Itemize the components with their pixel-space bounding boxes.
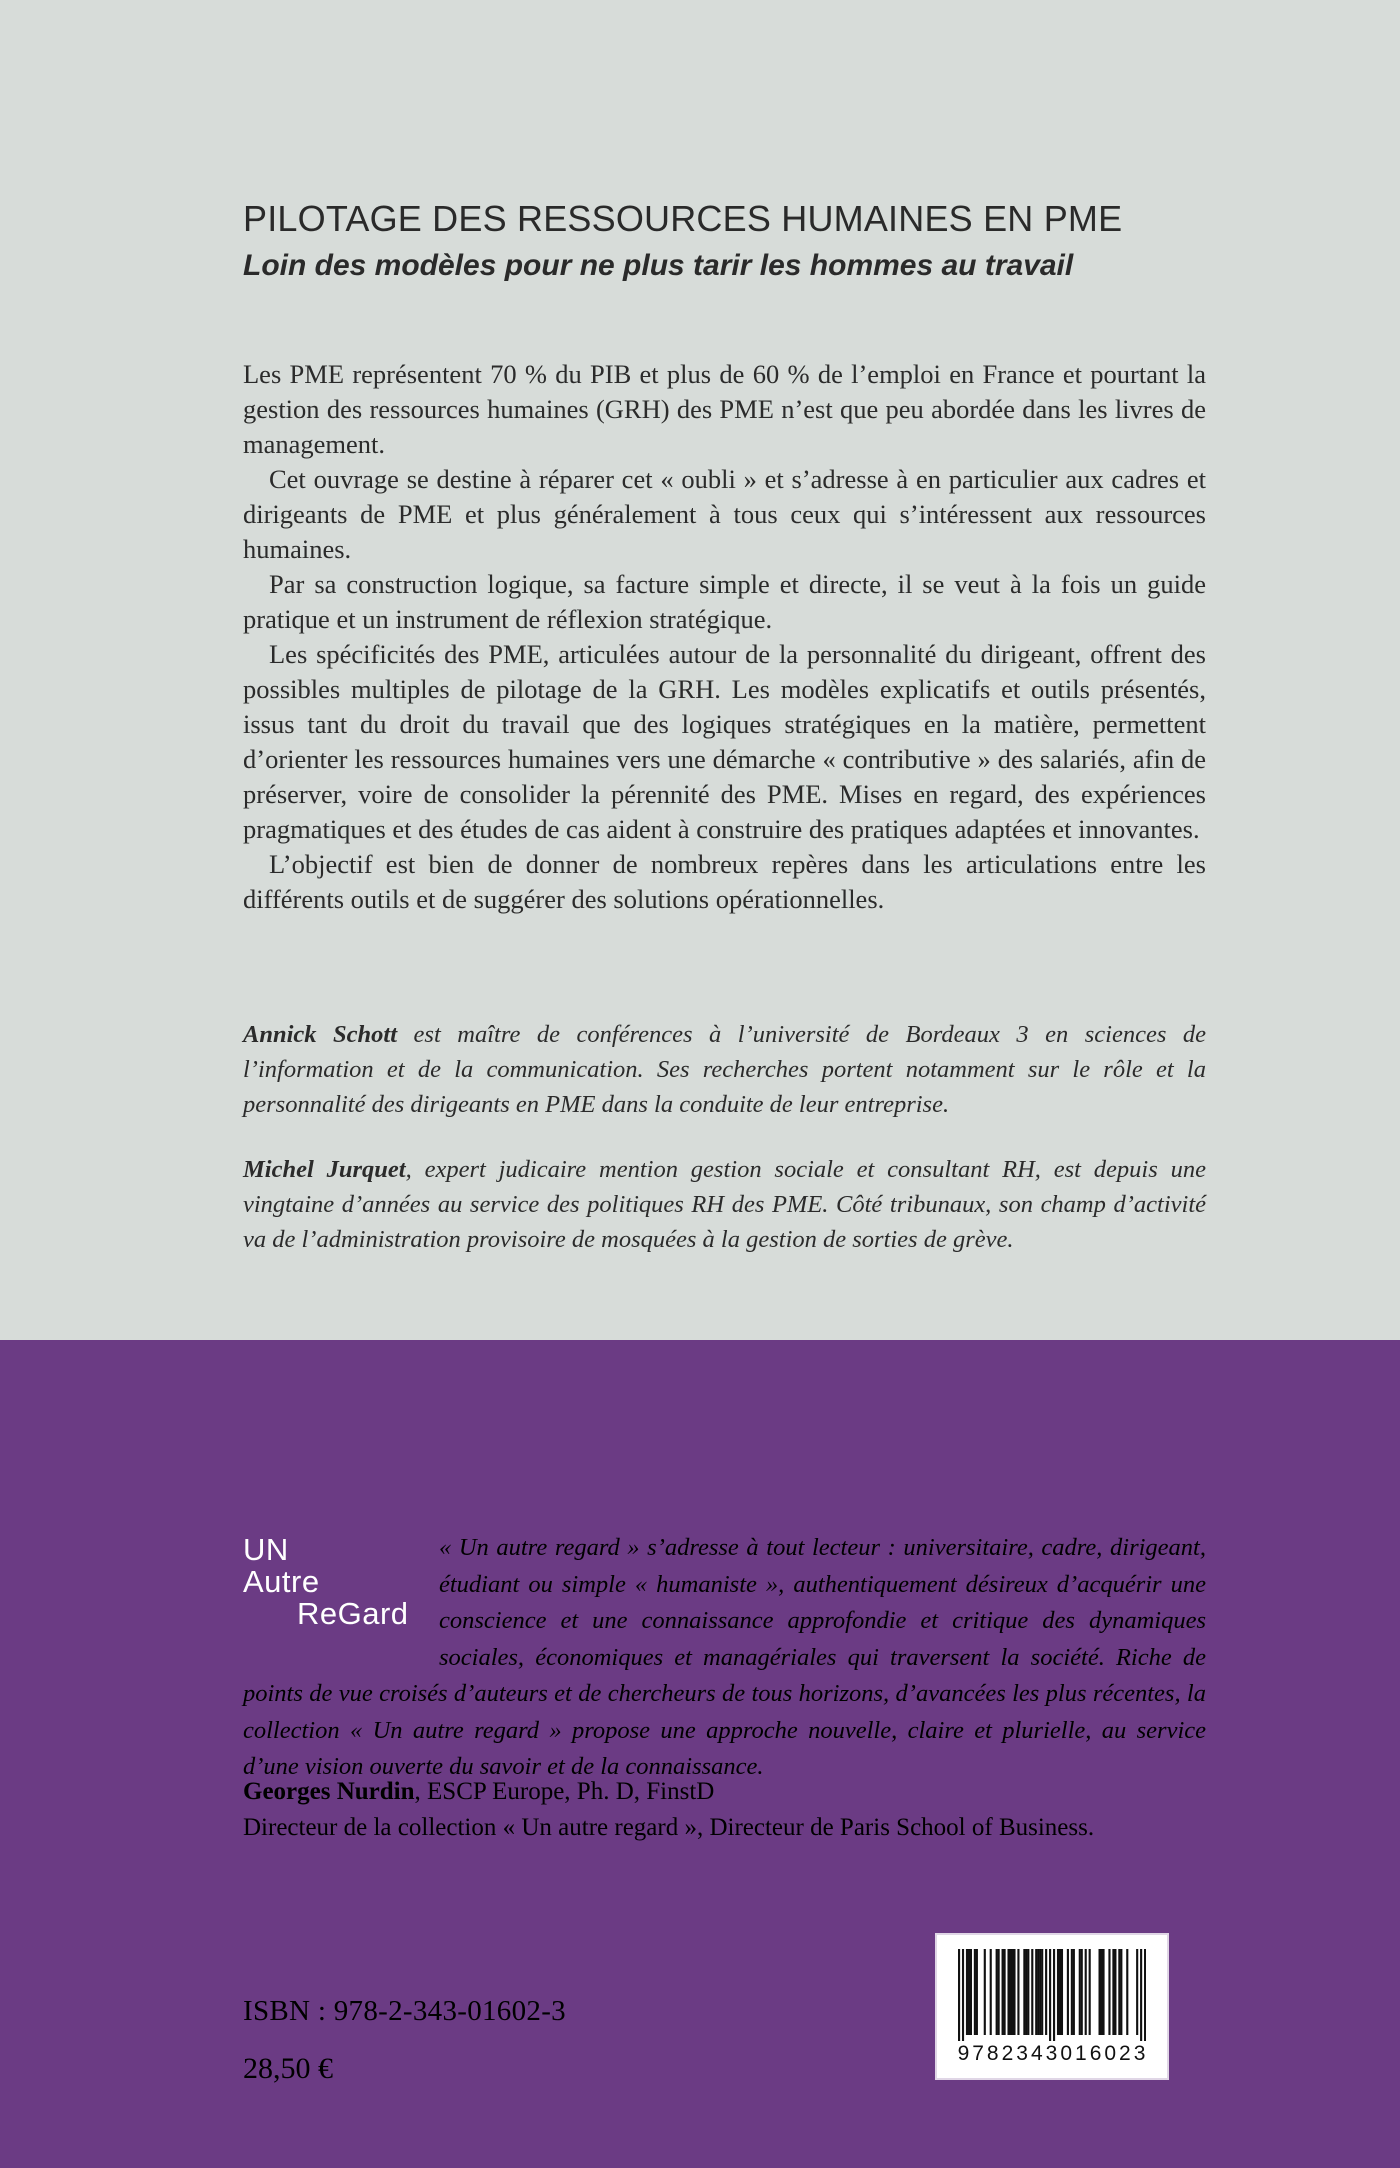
barcode-digits: 9782343016023 — [957, 2042, 1149, 2065]
barcode-bar — [1045, 1949, 1047, 2035]
barcode-bar — [1035, 1949, 1037, 2035]
barcode-bar — [1120, 1949, 1122, 2035]
barcode-bar — [1049, 1949, 1051, 2041]
barcode-bar — [962, 1949, 964, 2041]
director-credentials: , ESCP Europe, Ph. D, FinstD — [414, 1778, 715, 1805]
barcode-bar — [1079, 1949, 1081, 2035]
barcode-bars — [958, 1949, 1146, 2041]
director-name: Georges Nurdin — [243, 1778, 415, 1805]
barcode-bar — [1136, 1949, 1138, 2035]
barcode-bar — [1089, 1949, 1091, 2035]
barcode-bar — [1144, 1949, 1146, 2041]
author-name: Michel Jurquet — [243, 1156, 406, 1183]
logo-line: UN — [243, 1532, 289, 1567]
blurb-paragraph: Les PME représentent 70 % du PIB et plus de 60 % de l’emploi en France et pourtant la gestion des ressources humaines (GRH) des PME n’est que peu abordée dans les livres de management. — [243, 359, 1206, 459]
barcode-bar — [974, 1949, 976, 2035]
barcode-bar — [1023, 1949, 1025, 2035]
barcode-bar — [1027, 1949, 1029, 2035]
barcode-bar — [968, 1949, 970, 2035]
barcode-bar — [1073, 1949, 1075, 2035]
barcode-bar — [996, 1949, 998, 2035]
director-role: Directeur de la collection « Un autre regard », Directeur de Paris School of Business. — [243, 1814, 1095, 1841]
barcode-bar — [1037, 1949, 1039, 2035]
blurb-paragraph: Cet ouvrage se destine à réparer cet « oubli » et s’adresse à en particulier aux cadres et dirigeants de PME et plus généralement à tous ceux qui s’intéressent aux ressources humaines. — [243, 464, 1206, 564]
logo-line: Autre — [243, 1564, 320, 1599]
barcode-bar — [1013, 1949, 1015, 2035]
logo-spacer — [243, 1530, 439, 1676]
barcode-bar — [990, 1949, 992, 2035]
barcode-bar — [1007, 1949, 1009, 2035]
barcode-bar — [1009, 1949, 1011, 2035]
collection-director — [243, 1774, 1243, 1846]
logo-line: ReGard — [297, 1596, 409, 1631]
author-bio-text: est maître de conférences à l’université de Bordeaux 3 en sciences de l’information et de la communication. Ses recherches portent notamment sur le rôle et la personnalité des dirigeants en PME dans la conduite de leur entreprise. — [243, 1021, 1207, 1118]
barcode-bar — [1085, 1949, 1087, 2035]
isbn: ISBN : 978-2-343-01602-3 — [243, 1995, 566, 2027]
barcode-bar — [1114, 1949, 1116, 2035]
barcode-bar — [1059, 1949, 1061, 2035]
barcode-bar — [1057, 1949, 1059, 2035]
barcode-bar — [970, 1949, 972, 2035]
barcode-bar — [1081, 1949, 1083, 2035]
barcode-bar — [958, 1949, 960, 2041]
author-bio — [243, 1152, 1206, 1257]
barcode-bar — [1140, 1949, 1142, 2041]
barcode-bar — [1118, 1949, 1120, 2035]
barcode-bar — [1053, 1949, 1055, 2041]
blurb-paragraph: Par sa construction logique, sa facture simple et directe, il se veut à la fois un guide pratique et un instrument de réflexion stratégique. — [243, 569, 1206, 634]
barcode-bar — [1031, 1949, 1033, 2035]
book-title: PILOTAGE DES RESSOURCES HUMAINES EN PME — [243, 198, 1123, 239]
blurb-paragraph: Les spécificités des PME, articulées autour de la personnalité du dirigeant, offrent des possibles multiples de pilotage de la GRH. Les modèles explicatifs et outils présentés, issus tant du droit du travail que des logiques stratégiques en la matière, permettent d’orienter les ressources humaines vers une démarche « contributive » des salariés, afin de préserver, voire de consolider la pérennité des PME. Mises en regard, des expériences pragmatiques et des études de cas aident à construire des pratiques adaptées et innovantes. — [243, 639, 1206, 844]
barcode-bar — [1061, 1949, 1063, 2035]
collection-description — [243, 1530, 1206, 1786]
blurb — [243, 357, 1206, 917]
barcode-bar — [1004, 1949, 1006, 2035]
book-subtitle: Loin des modèles pour ne plus tarir les hommes au travail — [243, 249, 1074, 282]
barcode-bar — [1067, 1949, 1069, 2035]
barcode-bar — [1011, 1949, 1013, 2035]
barcode-bar — [1099, 1949, 1101, 2035]
barcode-bar — [1017, 1949, 1019, 2035]
barcode-bar — [1112, 1949, 1114, 2035]
barcode-bar — [1025, 1949, 1027, 2035]
blurb-paragraph: L’objectif est bien de donner de nombreux repères dans les articulations entre les différents outils et de suggérer des solutions opérationnelles. — [243, 849, 1206, 914]
barcode-bar — [976, 1949, 978, 2035]
barcode-bar — [998, 1949, 1000, 2035]
barcode-bar — [1002, 1949, 1004, 2035]
barcode-bar — [1071, 1949, 1073, 2035]
director-line — [243, 1774, 1243, 1810]
barcode-bar — [1100, 1949, 1102, 2035]
barcode-bar — [1041, 1949, 1043, 2035]
barcode — [935, 1933, 1169, 2080]
author-bio — [243, 1017, 1206, 1122]
barcode-bar — [1102, 1949, 1104, 2035]
barcode-bar — [1108, 1949, 1110, 2035]
barcode-bar — [984, 1949, 986, 2035]
price: 28,50 € — [243, 2052, 333, 2085]
barcode-bar — [1039, 1949, 1041, 2035]
barcode-bar — [966, 1949, 968, 2035]
collection-text: « Un autre regard » s’adresse à tout lecteur : universitaire, cadre, dirigeant, étudiant ou simple « humaniste », authentiquement désireux d’acquérir une conscience et une connaissance approfondie et critique des dynamiques sociales, économiques et managériales qui traversent la société. Riche de points de vue croisés d’auteurs et de chercheurs de tous horizons, d’avancées les plus récentes, la collection « Un autre regard » propose une approche nouvelle, claire et plurielle, au service d’une vision ouverte du savoir et de la connaissance. — [243, 1534, 1206, 1780]
author-bio-text: , expert judicaire mention gestion sociale et consultant RH, est depuis une vingtaine d’années au service des politiques RH des PME. Côté tribunaux, son champ d’activité va de l’administration provisoire de mosquées à la gestion de sorties de grève. — [243, 1156, 1206, 1253]
barcode-bar — [1126, 1949, 1128, 2035]
author-name: Annick Schott — [243, 1021, 398, 1048]
